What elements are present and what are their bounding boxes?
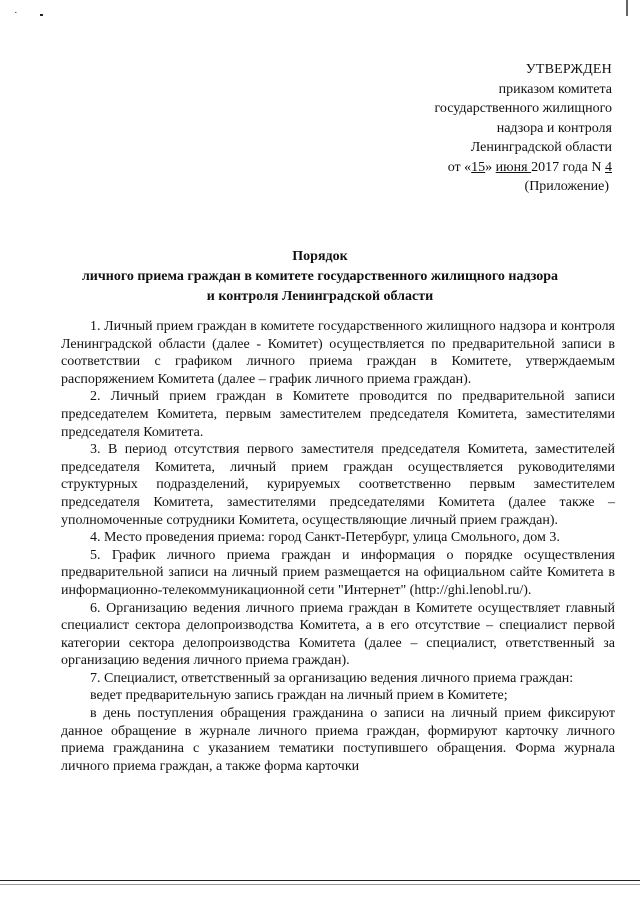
scan-artifact-mark: · [14, 7, 18, 19]
paragraph-4: 4. Место проведения приема: город Санкт-Петербург, улица Смольного, дом 3. [90, 530, 560, 546]
approval-date-day: 15 [471, 159, 486, 175]
approval-line-1: приказом комитета [498, 81, 612, 97]
approval-date-month: июня [495, 159, 532, 175]
document-body [61, 318, 615, 775]
scan-bottom-edge [0, 880, 640, 881]
paragraph-7-item-1: ведет предварительную запись граждан на личный прием в Комитете; [90, 688, 508, 704]
scan-artifact-tick [40, 14, 43, 16]
paragraph-7: 7. Специалист, ответственный за организацию ведения личного приема граждан: [90, 670, 574, 686]
scan-artifact-corner [626, 0, 628, 16]
document-title [0, 247, 640, 307]
paragraph-2: 2. Личный прием граждан в Комитете проводится по предварительной записи председателем Комитета, первым заместителем председателя Комитета, заместителями председателя Комитета. [61, 389, 615, 440]
title-line-2: личного приема граждан в комитете государственного жилищного надзора [81, 269, 559, 284]
paragraph-1: 1. Личный прием граждан в комитете государственного жилищного надзора и контроля Ленинградской области (далее - Комитет) осуществляется по предварительной записи в соответствии с графиком личного приема граждан в Комитете, утверждаемым распоряжением Комитета (далее – график личного приема граждан). [61, 319, 615, 387]
approval-date-prefix: от « [447, 159, 472, 175]
approval-stamp [352, 60, 612, 177]
approval-date-mid: » [485, 159, 496, 175]
approval-line-3: надзора и контроля [496, 120, 612, 136]
approval-heading: УТВЕРЖДЕН [525, 62, 612, 77]
paragraph-3: 3. В период отсутствия первого заместителя председателя Комитета, заместителей председателя Комитета, личный прием граждан осуществляется руководителями структурных подразделений, курируемых соответственно первым заместителем председателя Комитета, заместителями председателями Комитета (далее также – уполномоченные сотрудники Комитета, осуществляющие личный прием граждан). [61, 442, 615, 528]
approval-date-year: 2017 года N [531, 159, 605, 175]
approval-order-number: 4 [605, 159, 612, 175]
approval-line-2: государственного жилищного [434, 101, 612, 116]
approval-date-line [352, 158, 612, 178]
annex-label: (Приложение) [524, 179, 609, 194]
scan-bottom-edge-shadow [0, 884, 640, 885]
paragraph-5: 5. График личного приема граждан и информация о порядке осуществления предварительной записи на личный прием размещается на официальном сайте Комитета в информационно-телекоммуникационной сети "Интернет" (http://ghi.lenobl.ru/). [61, 547, 615, 598]
paragraph-6: 6. Организацию ведения личного приема граждан в Комитете осуществляет главный специалист сектора делопроизводства Комитета, а в его отсутствие – специалист первой категории сектора делопроизводства Комитета (далее – специалист, ответственный за организацию ведения личного приема граждан). [61, 600, 615, 669]
paragraph-7-item-2: в день поступления обращения гражданина о записи на личный прием фиксируют данное обращение в журнале личного приема граждан, формируют карточку личного приема гражданина с указанием тематики поступившего обращения. Форма журнала личного приема граждан, а также форма карточки [61, 706, 615, 774]
approval-line-4: Ленинградской области [470, 140, 612, 155]
title-line-3: и контроля Ленинградской области [206, 289, 434, 304]
title-line-1: Порядок [292, 249, 348, 264]
